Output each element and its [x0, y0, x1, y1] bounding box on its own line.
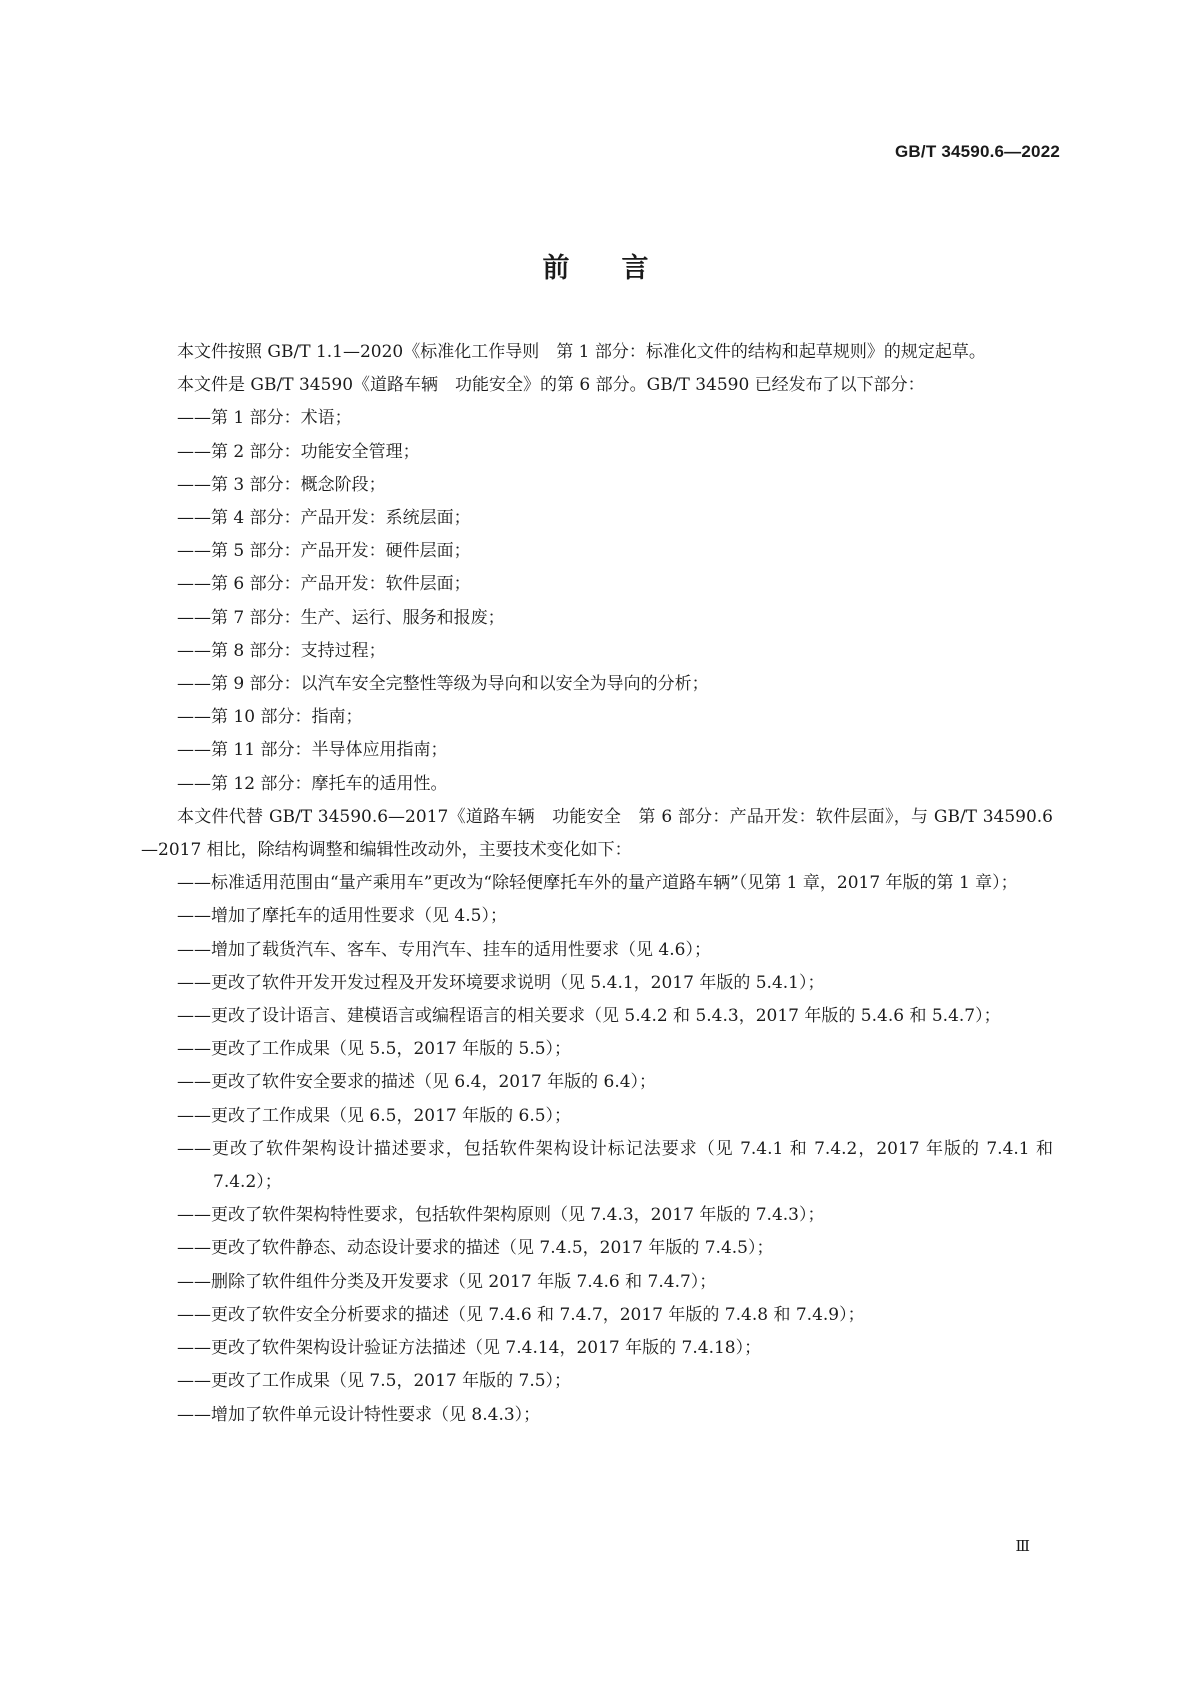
list-item: ——更改了工作成果（见 7.5，2017 年版的 7.5）； — [177, 1371, 572, 1392]
list-item: ——更改了软件架构特性要求，包括软件架构原则（见 7.4.3，2017 年版的 7.4.3）； — [177, 1205, 825, 1226]
list-item: ——更改了软件架构设计验证方法描述（见 7.4.14，2017 年版的 7.4.18）； — [177, 1338, 762, 1359]
list-item: ——第 3 部分：概念阶段； — [177, 474, 386, 495]
list-item: ——第 5 部分：产品开发：硬件层面； — [177, 541, 471, 562]
list-item: ——第 12 部分：摩托车的适用性。 — [177, 773, 448, 794]
paragraph-drafting-rules: 本文件按照 GB/T 1.1—2020《标准化工作导则 第 1 部分：标准化文件的结构和起草规则》的规定起草。 — [177, 342, 986, 362]
list-item: ——增加了软件单元设计特性要求（见 8.4.3）； — [177, 1404, 541, 1425]
list-item: ——增加了摩托车的适用性要求（见 4.5）； — [177, 906, 507, 927]
list-item: ——更改了工作成果（见 5.5，2017 年版的 5.5）； — [177, 1039, 572, 1060]
list-item: ——删除了软件组件分类及开发要求（见 2017 年版 7.4.6 和 7.4.7）； — [177, 1271, 717, 1292]
paragraph-series-intro: 本文件是 GB/T 34590《道路车辆 功能安全》的第 6 部分。GB/T 34590 已经发布了以下部分： — [177, 375, 925, 396]
page-number: Ⅲ — [1015, 1537, 1030, 1555]
paragraph-replacement: 本文件代替 GB/T 34590.6—2017《道路车辆 功能安全 第 6 部分：产品开发：软件层面》，与 GB/T 34590.6—2017 相比，除结构调整和编辑性改动外，主要技术变化如下： — [141, 806, 1053, 861]
list-item: ——第 2 部分：功能安全管理； — [177, 441, 420, 462]
list-item: ——增加了载货汽车、客车、专用汽车、挂车的适用性要求（见 4.6）； — [177, 939, 711, 960]
list-item: ——第 8 部分：支持过程； — [177, 640, 386, 661]
list-item: ——更改了软件架构设计描述要求，包括软件架构设计标记法要求（见 7.4.1 和 7.4.2，2017 年版的 7.4.1 和 7.4.2）； — [177, 1138, 1053, 1193]
list-item: ——第 1 部分：术语； — [177, 408, 352, 429]
list-item: ——更改了软件静态、动态设计要求的描述（见 7.4.5，2017 年版的 7.4.5）； — [177, 1238, 774, 1259]
list-item: ——第 7 部分：生产、运行、服务和报废； — [177, 607, 505, 628]
list-item: ——第 10 部分：指南； — [177, 707, 363, 728]
list-item: ——更改了软件开发开发过程及开发环境要求说明（见 5.4.1，2017 年版的 5.4.1）； — [177, 972, 825, 993]
standard-number: GB/T 34590.6—2022 — [895, 142, 1060, 161]
foreword-body — [141, 336, 1053, 1432]
list-item: ——第 9 部分：以汽车安全完整性等级为导向和以安全为导向的分析； — [177, 674, 709, 695]
list-item: ——更改了设计语言、建模语言或编程语言的相关要求（见 5.4.2 和 5.4.3，2017 年版的 5.4.6 和 5.4.7）； — [177, 1006, 1001, 1027]
list-item: ——第 6 部分：产品开发：软件层面； — [177, 574, 471, 595]
list-item: ——更改了软件安全分析要求的描述（见 7.4.6 和 7.4.7，2017 年版的 7.4.8 和 7.4.9）； — [177, 1304, 865, 1325]
list-item: ——更改了软件安全要求的描述（见 6.4，2017 年版的 6.4）； — [177, 1072, 657, 1093]
list-item: ——更改了工作成果（见 6.5，2017 年版的 6.5）； — [177, 1105, 572, 1126]
parts-list — [141, 402, 1053, 800]
changes-list — [141, 867, 1053, 1431]
list-item: ——第 11 部分：半导体应用指南； — [177, 740, 448, 761]
page-title: 前言 — [542, 253, 701, 284]
list-item: ——第 4 部分：产品开发：系统层面； — [177, 508, 471, 529]
list-item: ——标准适用范围由“量产乘用车”更改为“除轻便摩托车外的量产道路车辆”（见第 1 章，2017 年版的第 1 章）； — [177, 873, 1018, 894]
